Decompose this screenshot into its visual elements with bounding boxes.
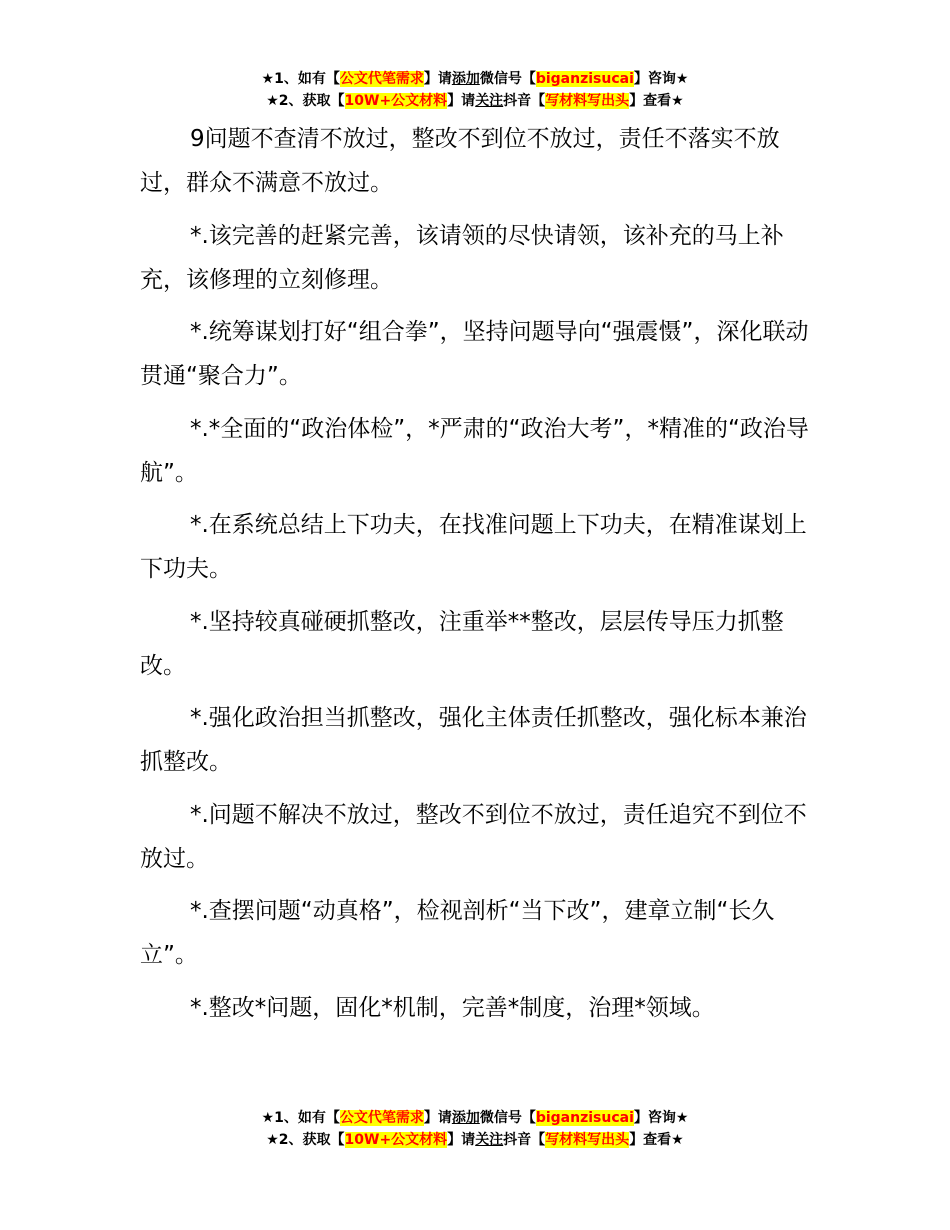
footer-line-2-middle-a: 】请 <box>447 1132 476 1148</box>
paragraph-8: *.问题不解决不放过，整改不到位不放过，责任追究不到位不放过。 <box>140 801 807 872</box>
paragraph-1: 9问题不查清不放过，整改不到位不放过，责任不落实不放过，群众不满意不放过。 <box>140 126 780 196</box>
header-line-1-suffix: 】咨询★ <box>633 71 689 87</box>
header-line-1-prefix: ★1、如有【 <box>261 71 340 87</box>
document-body <box>140 117 815 1038</box>
header-line-1-highlight-service: 公文代笔需求 <box>339 71 424 87</box>
header-line-1-middle-a: 】请 <box>423 71 452 87</box>
footer-line-2-middle-b: 抖音【 <box>503 1132 546 1148</box>
footer-line-2-highlight-materials: 10W+公文材料 <box>344 1132 448 1148</box>
paragraph-3: *.统筹谋划打好“组合拳”，坚持问题导向“强震慑”，深化联动贯通“聚合力”。 <box>140 319 809 389</box>
paragraph-5: *.在系统总结上下功夫，在找准问题上下功夫，在精准谋划上下功夫。 <box>140 512 807 582</box>
paragraph-10: *.整改*问题，固化*机制，完善*制度，治理*领域。 <box>190 994 715 1021</box>
footer-line-1-middle-b: 微信号【 <box>479 1110 536 1126</box>
header-line-1-highlight-wechat: biganzisucai <box>535 71 634 87</box>
footer-line-1-suffix: 】咨询★ <box>633 1110 689 1126</box>
paragraph-7: *.强化政治担当抓整改，强化主体责任抓整改，强化标本兼治抓整改。 <box>140 705 807 775</box>
paragraph-9: *.查摆问题“动真格”，检视剖析“当下改”，建章立制“长久立”。 <box>140 898 775 968</box>
footer-line-1-middle-a: 】请 <box>423 1110 452 1126</box>
footer-line-2 <box>0 1129 950 1151</box>
footer-line-1-underlined: 添加 <box>451 1110 480 1126</box>
header-line-1-underlined: 添加 <box>451 71 480 87</box>
header-line-1-middle-b: 微信号【 <box>479 71 536 87</box>
footer-line-1-highlight-service: 公文代笔需求 <box>339 1110 424 1126</box>
header-line-2-underlined: 关注 <box>475 93 504 109</box>
footer-banner <box>0 1107 950 1151</box>
header-line-2 <box>0 90 950 112</box>
footer-line-2-underlined: 关注 <box>475 1132 504 1148</box>
footer-line-2-highlight-douyin: 写材料写出头 <box>545 1132 630 1148</box>
paragraph-2: *.该完善的赶紧完善，该请领的尽快请领，该补充的马上补充，该修理的立刻修理。 <box>140 222 784 293</box>
header-line-2-suffix: 】查看★ <box>629 93 684 109</box>
header-line-1 <box>0 68 950 90</box>
paragraph-6: *.坚持较真碰硬抓整改，注重举**整改，层层传导压力抓整改。 <box>140 608 784 679</box>
footer-line-2-suffix: 】查看★ <box>629 1132 684 1148</box>
header-line-2-middle-a: 】请 <box>447 93 476 109</box>
paragraph-4: *.*全面的“政治体检”，*严肃的“政治大考”，*精准的“政治导航”。 <box>140 415 809 486</box>
header-line-2-highlight-douyin: 写材料写出头 <box>545 93 630 109</box>
header-line-2-middle-b: 抖音【 <box>503 93 546 109</box>
footer-line-1-prefix: ★1、如有【 <box>261 1110 340 1126</box>
footer-line-2-prefix: ★2、获取【 <box>266 1132 345 1148</box>
footer-line-1 <box>0 1107 950 1129</box>
header-line-2-prefix: ★2、获取【 <box>266 93 345 109</box>
footer-line-1-highlight-wechat: biganzisucai <box>535 1110 634 1126</box>
header-line-2-highlight-materials: 10W+公文材料 <box>344 93 448 109</box>
header-banner <box>0 68 950 112</box>
